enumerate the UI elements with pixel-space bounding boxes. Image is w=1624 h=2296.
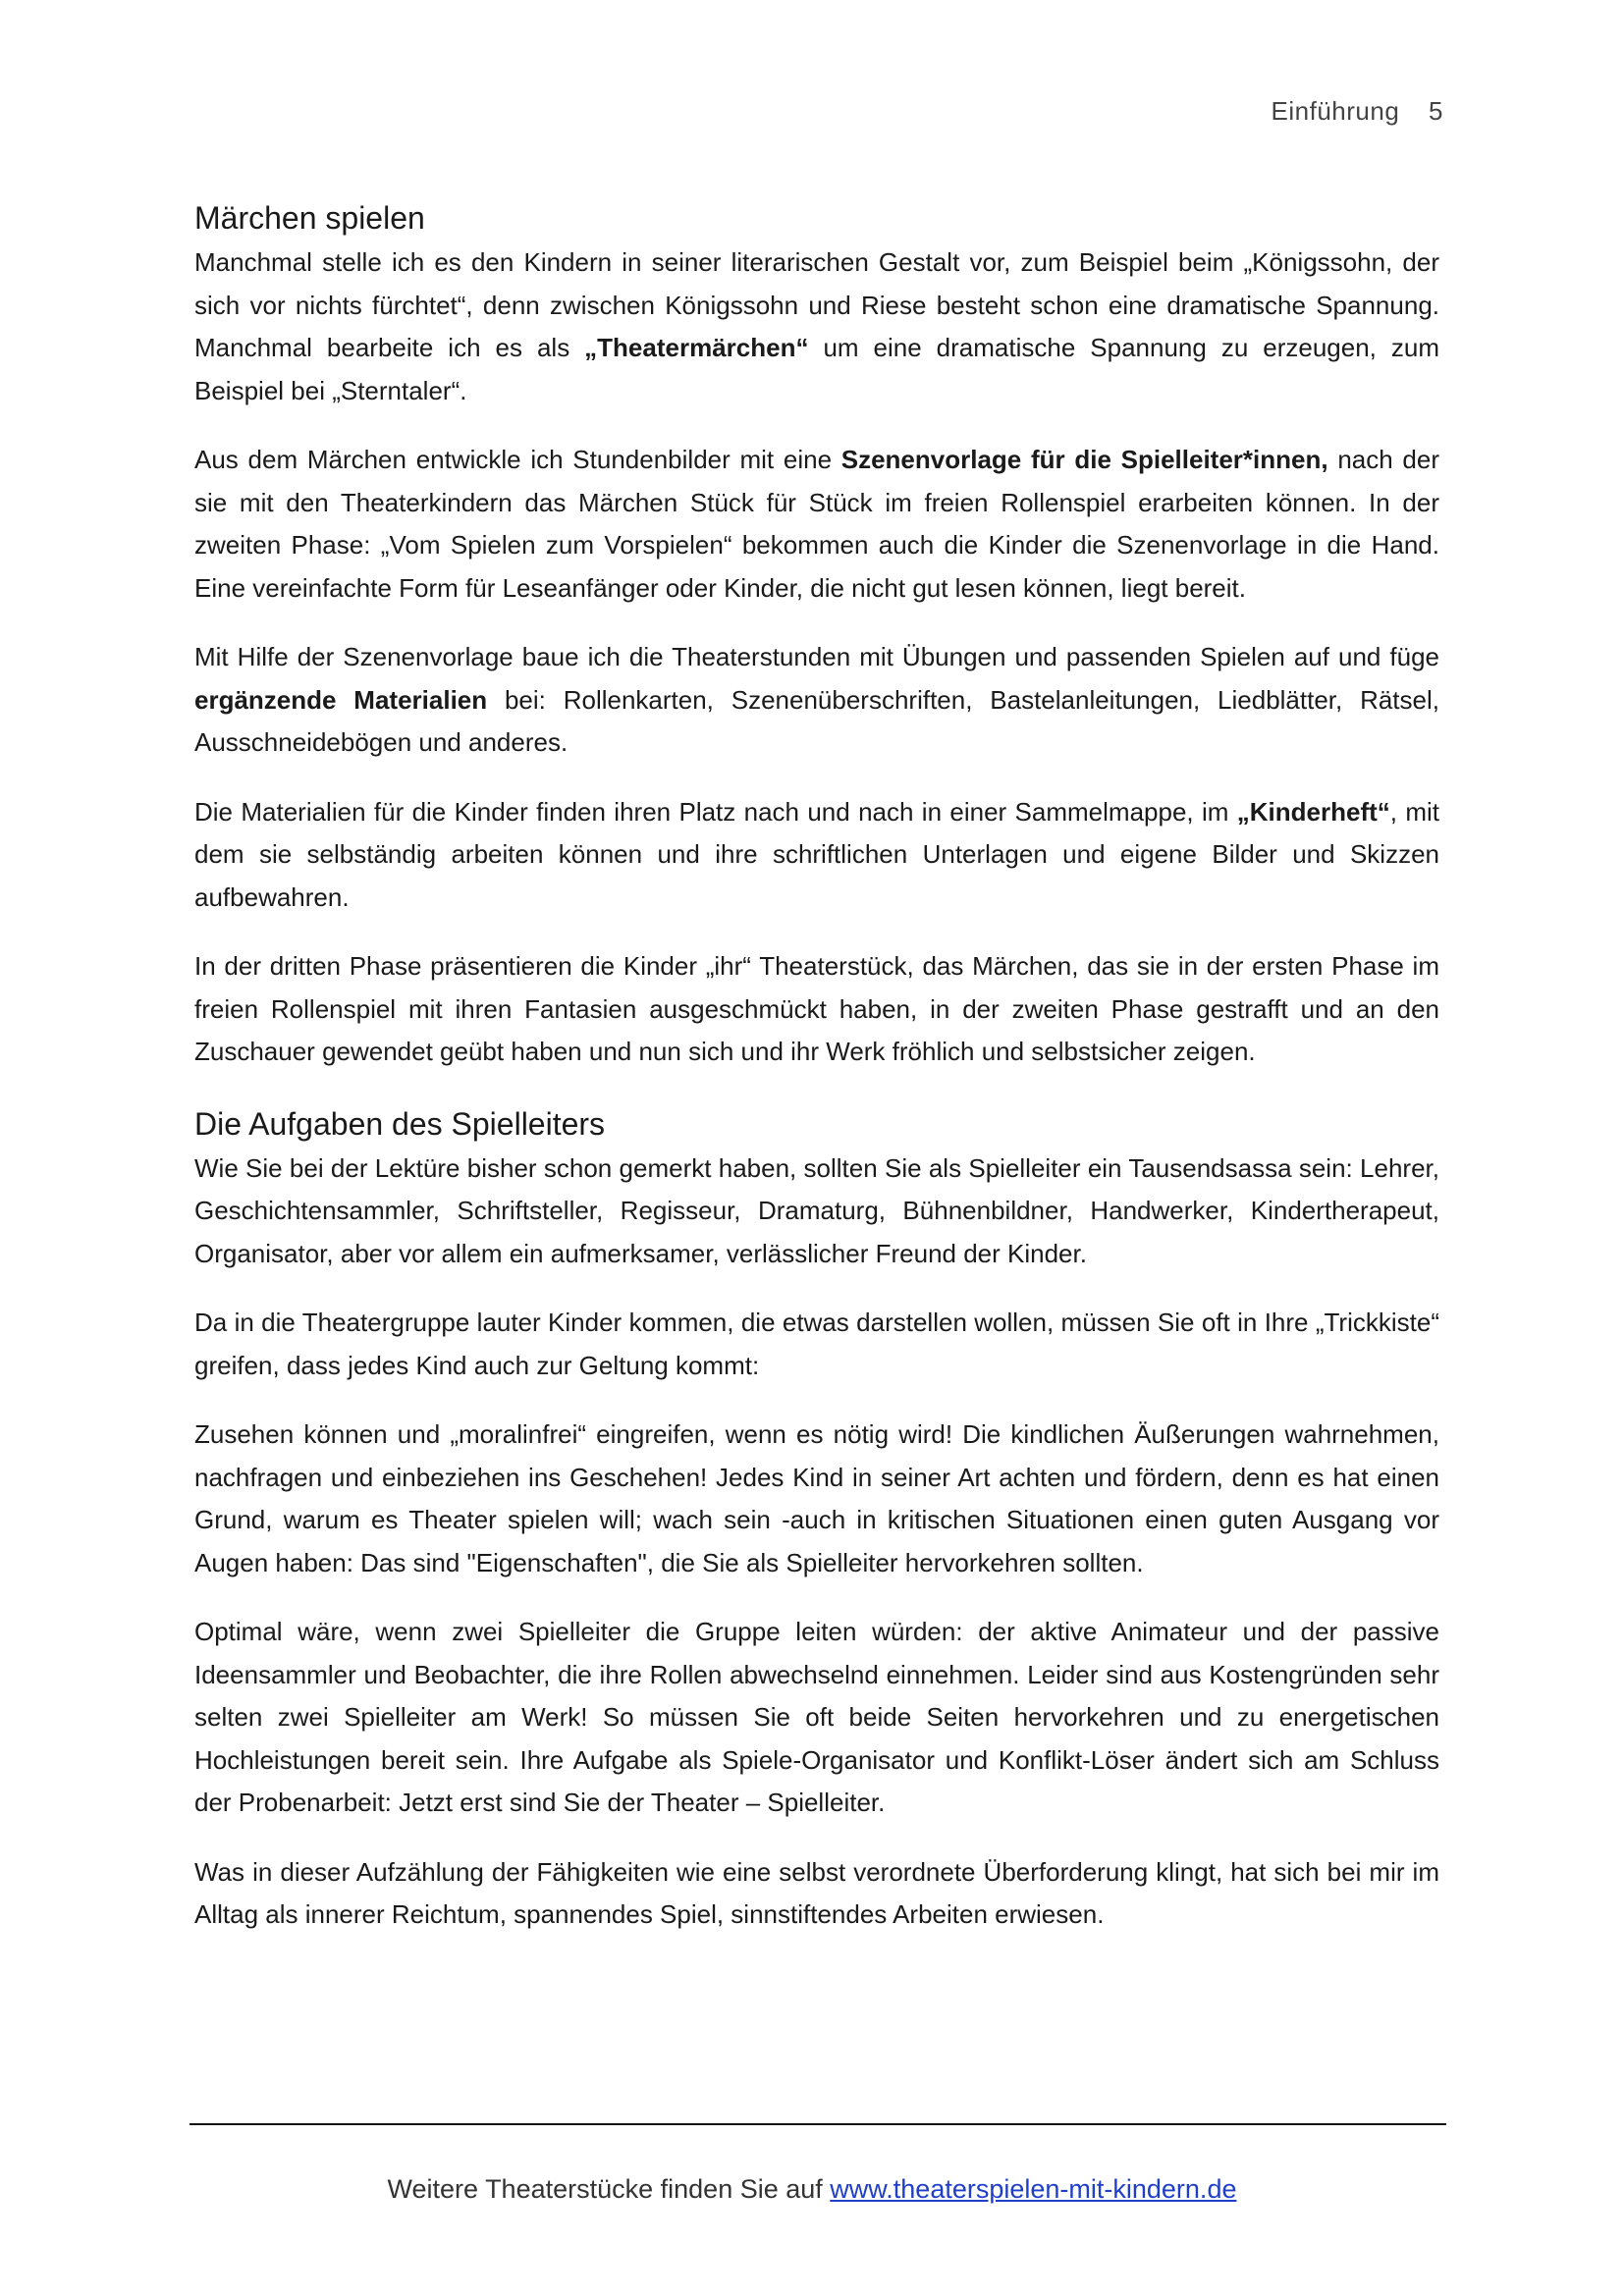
paragraph	[194, 1611, 1439, 1825]
paragraph-text: Wie Sie bei der Lektüre bisher schon gemerkt haben, sollten Sie als Spielleiter ein Tausendsassa sein: Lehrer, Geschichtensammler, Schriftsteller, Regisseur, Dramaturg, Bühnenbildner, Handwerker, Kindertherapeut, Organisator, aber vor allem ein aufmerksamer, verlässlicher Freund der Kinder.	[194, 1152, 1439, 1268]
paragraph-emphasis: ergänzende Materialien	[194, 684, 488, 715]
paragraph-text: um eine dramatische Spannung zu erzeugen, zum Beispiel bei „Sterntaler“.	[194, 333, 1439, 405]
paragraph-text: Die Materialien für die Kinder finden ihren Platz nach und nach in einer Sammelmappe, im	[194, 796, 1237, 827]
paragraph-emphasis: „Kinderheft“	[1236, 796, 1390, 827]
paragraph	[194, 636, 1439, 765]
footer-text: Weitere Theaterstücke finden Sie auf	[387, 2174, 831, 2204]
paragraph-text: nach der sie mit den Theaterkindern das Märchen Stück für Stück im freien Rollenspiel erarbeiten können. In der zweiten Phase: „Vom Spielen zum Vorspielen“ bekommen auch die Kinder die Szenenvorlage in die Hand. Eine vereinfachte Form für Leseanfänger oder Kinder, die nicht gut lesen können, liegt bereit.	[194, 445, 1439, 603]
paragraph-text: Aus dem Märchen entwickle ich Stundenbilder mit eine	[194, 445, 841, 474]
paragraph-text: Zusehen können und „moralinfrei“ eingreifen, wenn es nötig wird! Die kindlichen Äußerungen wahrnehmen, nachfragen und einbeziehen ins Geschehen! Jedes Kind in seiner Art achten und fördern, denn es hat einen Grund, warum es Theater spielen will; wach sein -auch in kritischen Situationen einen guten Ausgang vor Augen haben: Das sind "Eigenschaften", die Sie als Spielleiter hervorkehren sollten.	[194, 1419, 1439, 1577]
page-number: 5	[1429, 96, 1443, 126]
footer-website-link[interactable]: www.theaterspielen-mit-kindern.de	[830, 2174, 1237, 2204]
paragraph	[194, 1302, 1439, 1387]
paragraph	[194, 1148, 1439, 1276]
section-heading: Die Aufgaben des Spielleiters	[194, 1105, 606, 1142]
paragraph-text: Mit Hilfe der Szenenvorlage baue ich die Theaterstunden mit Übungen und passenden Spielen auf und füge	[194, 642, 1439, 671]
paragraph-text: In der dritten Phase präsentieren die Kinder „ihr“ Theaterstück, das Märchen, das sie in der ersten Phase im freien Rollenspiel mit ihren Fantasien ausgeschmückt haben, in der zweiten Phase gestrafft und an den Zuschauer gewendet geübt haben und nun sich und ihr Werk fröhlich und selbstsicher zeigen.	[194, 951, 1439, 1066]
chapter-title: Einführung	[1271, 96, 1400, 126]
paragraph-text: Optimal wäre, wenn zwei Spielleiter die Gruppe leiten würden: der aktive Animateur und der passive Ideensammler und Beobachter, die ihre Rollen abwechselnd einnehmen. Leider sind aus Kostengründen sehr selten zwei Spielleiter am Werk! So müssen Sie oft beide Seiten hervorkehren und zu energetischen Hochleistungen bereit sein. Ihre Aufgabe als Spiele-Organisator und Konflikt-Löser ändert sich am Schluss der Probenarbeit: Jetzt erst sind Sie der Theater – Spielleiter.	[194, 1617, 1439, 1817]
paragraph-text: Da in die Theatergruppe lauter Kinder kommen, die etwas darstellen wollen, müssen Sie oft in Ihre „Trickkiste“ greifen, dass jedes Kind auch zur Geltung kommt:	[194, 1308, 1439, 1380]
paragraph-emphasis: „Theatermärchen“	[584, 333, 809, 362]
paragraph-emphasis: Szenenvorlage für die Spielleiter*innen,	[840, 445, 1328, 474]
paragraph	[194, 945, 1439, 1074]
paragraph-text: Manchmal stelle ich es den Kindern in seiner literarischen Gestalt vor, zum Beispiel beim „Königssohn, der sich vor nichts fürchtet“, denn zwischen Königssohn und Riese besteht schon eine dramatische Spannung. Manchmal bearbeite ich es als	[194, 247, 1439, 362]
paragraph-text: bei: Rollenkarten, Szenenüberschriften, Bastelanleitungen, Liedblätter, Rätsel, Ausschneidebögen und anderes.	[194, 684, 1439, 757]
paragraph	[194, 439, 1439, 610]
page-footer	[0, 2174, 1624, 2205]
paragraph-text: , mit dem sie selbständig arbeiten können und ihre schriftlichen Unterlagen und eigene Bilder und Skizzen aufbewahren.	[194, 796, 1439, 912]
document-body	[194, 194, 1439, 1963]
paragraph	[194, 791, 1439, 920]
paragraph	[194, 1851, 1439, 1937]
paragraph-text: Was in dieser Aufzählung der Fähigkeiten wie eine selbst verordnete Überforderung klingt, hat sich bei mir im Alltag als innerer Reichtum, spannendes Spiel, sinnstiftendes Arbeiten erwiesen.	[194, 1856, 1439, 1929]
section-maerchen-spielen	[194, 194, 1439, 1074]
footer-divider	[189, 2123, 1446, 2125]
paragraph	[194, 1414, 1439, 1584]
section-heading: Märchen spielen	[194, 200, 425, 236]
section-aufgaben-spielleiter	[194, 1100, 1439, 1937]
page-header	[1272, 96, 1443, 127]
paragraph	[194, 241, 1439, 412]
